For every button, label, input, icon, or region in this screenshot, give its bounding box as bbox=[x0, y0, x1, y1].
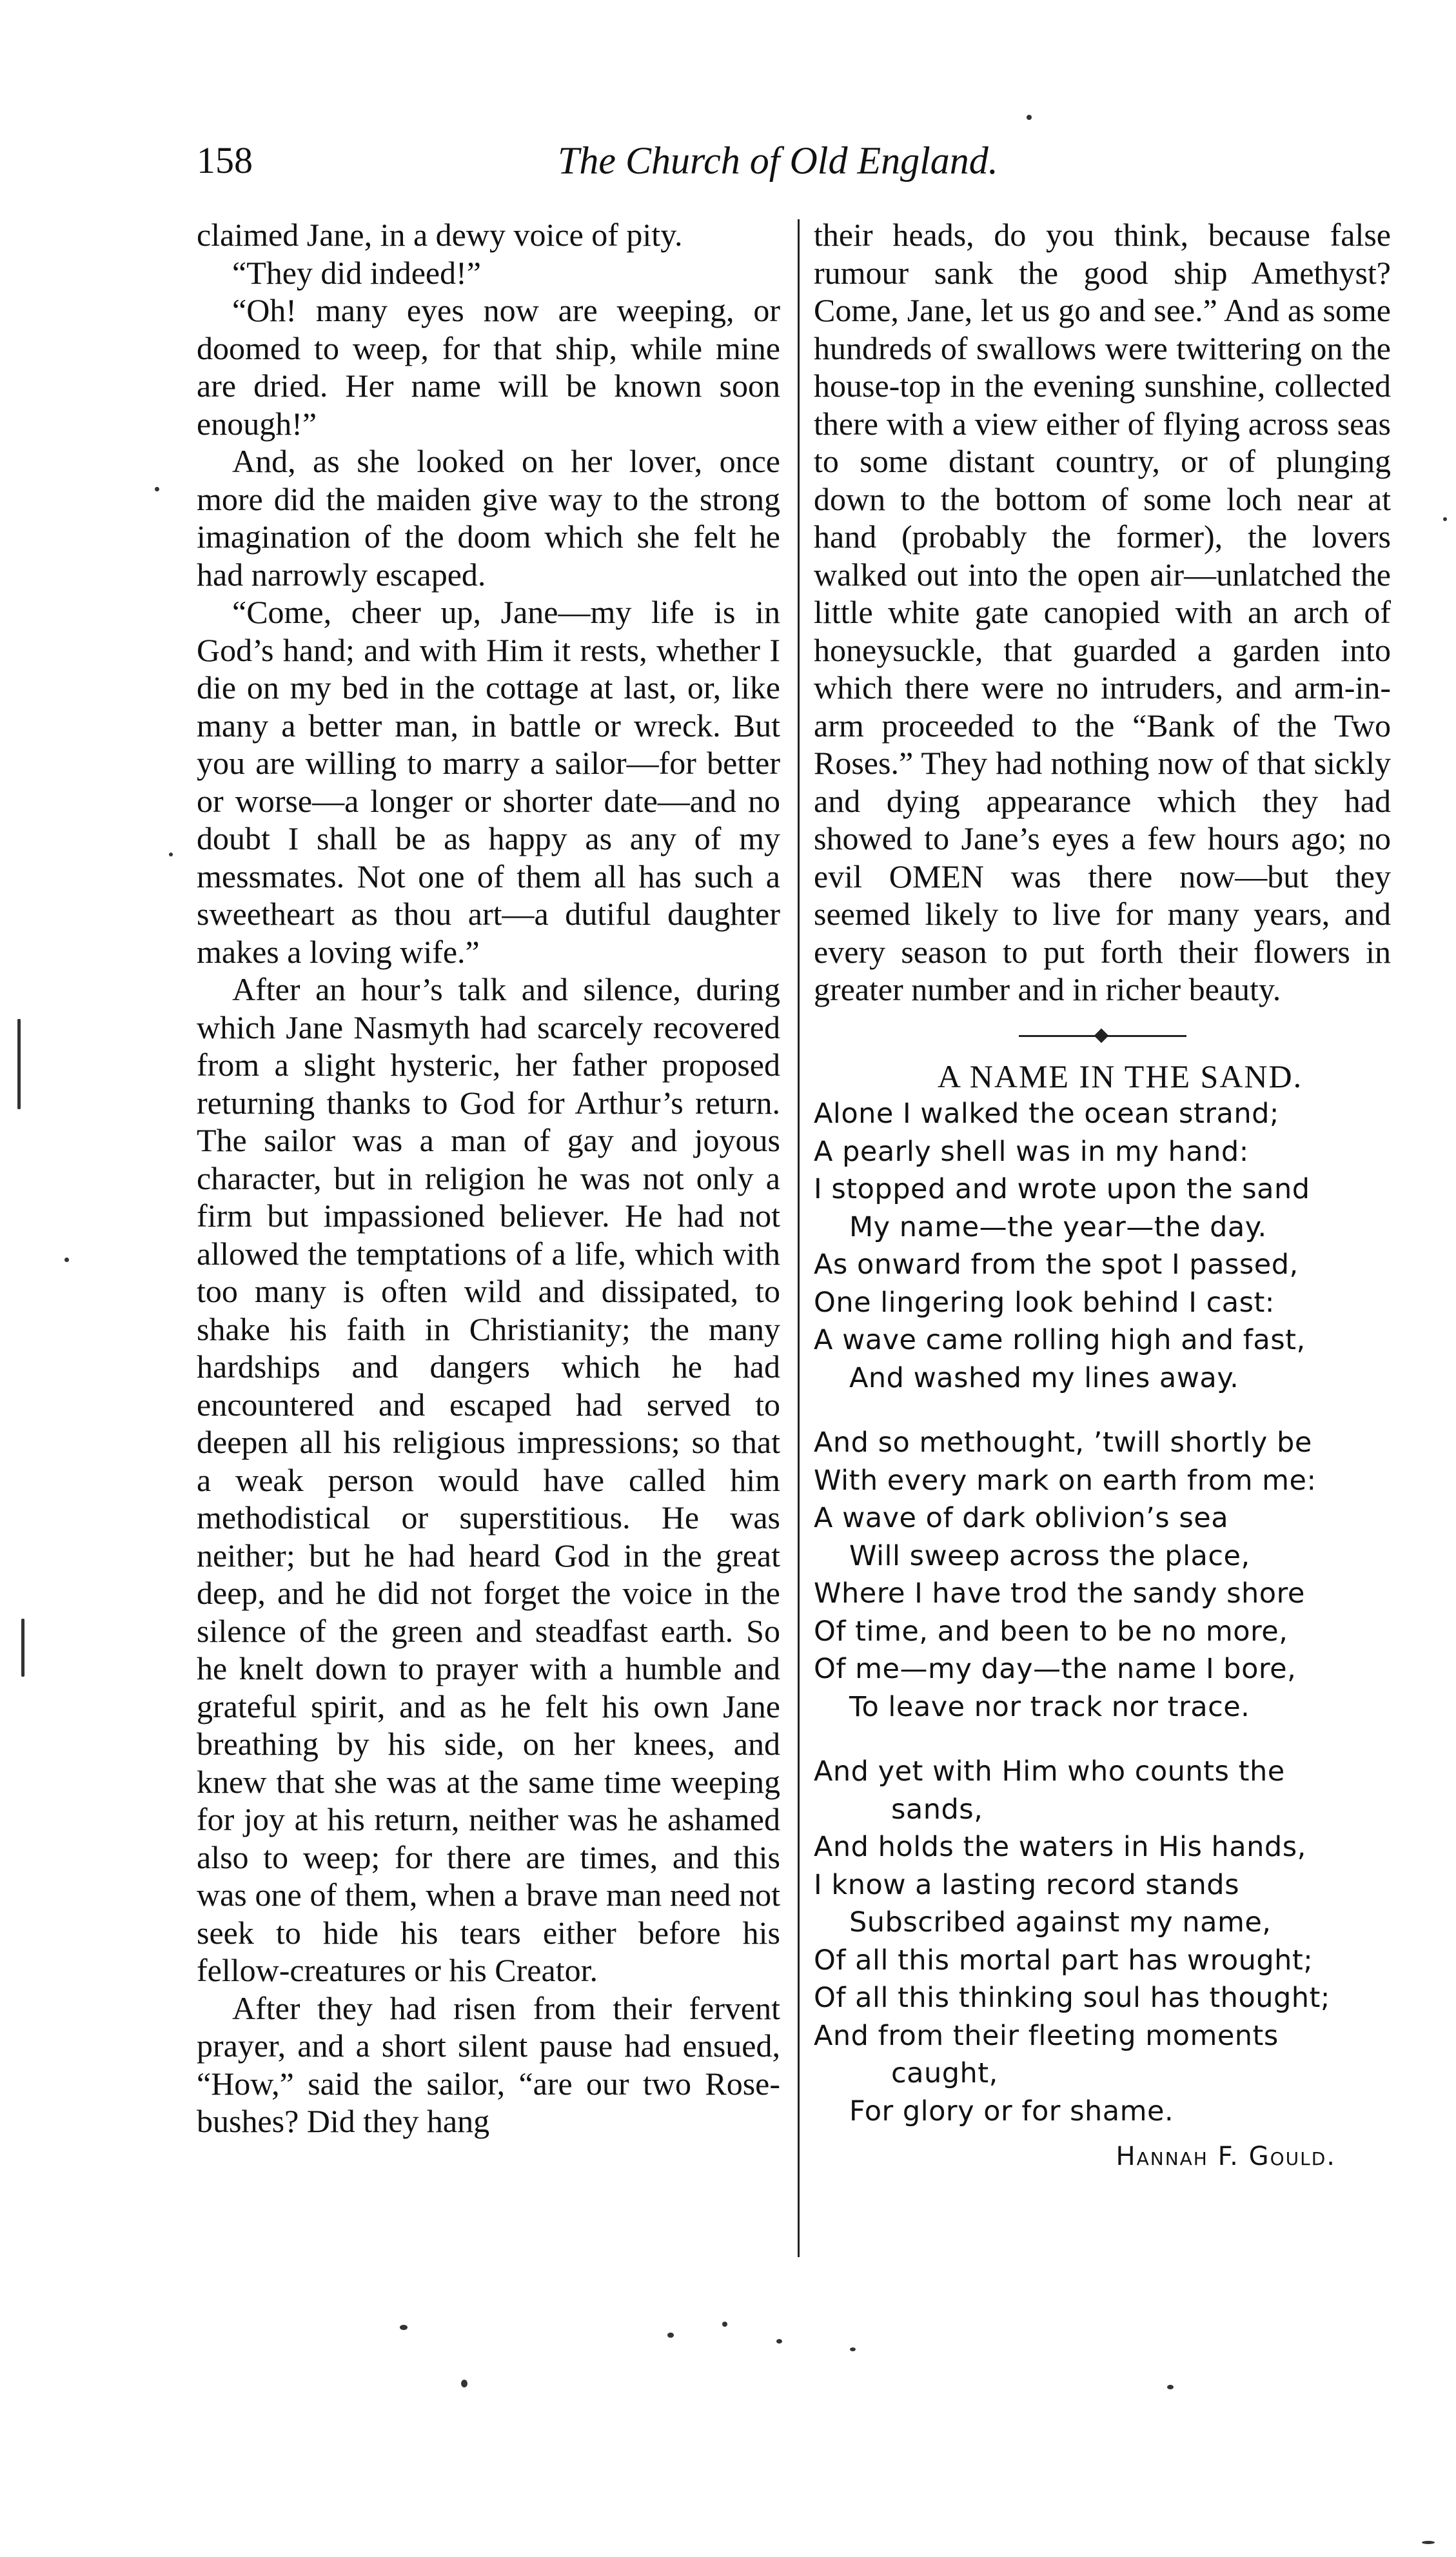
paragraph: After they had risen from their fervent prayer, and a short silent pause had ensued, “How,” said the sailor, “are our two Rose-bushes? Did they hang bbox=[197, 1989, 780, 2139]
scan-speck bbox=[1167, 2385, 1174, 2389]
verse-line: Of me—my day—the name I bore, bbox=[814, 1653, 1297, 1685]
page-number: 158 bbox=[197, 139, 253, 181]
verse-line: A wave of dark oblivion’s sea bbox=[814, 1502, 1229, 1534]
page-header bbox=[197, 139, 1099, 197]
verse-line: Of all this thinking soul has thought; bbox=[814, 1982, 1330, 2014]
paragraph: “Oh! many eyes now are weeping, or doomed to weep, for that ship, while mine are dried. Her name will be known soon enough!” bbox=[197, 292, 780, 442]
paragraph: claimed Jane, in a dewy voice of pity. bbox=[197, 217, 683, 253]
verse-line: Subscribed against my name, bbox=[849, 1906, 1272, 1939]
verse-line: With every mark on earth from me: bbox=[814, 1464, 1317, 1497]
verse-line: And so methought, ’twill shortly be bbox=[814, 1427, 1312, 1459]
verse-line: For glory or for shame. bbox=[849, 2095, 1174, 2128]
scan-speck bbox=[1422, 2541, 1435, 2544]
poem-stanza bbox=[814, 1095, 1391, 1397]
verse-line: And holds the waters in His hands, bbox=[814, 1831, 1306, 1863]
left-column bbox=[197, 216, 780, 2140]
verse-line: Will sweep across the place, bbox=[849, 1539, 1250, 1572]
paragraph: And, as she looked on her lover, once more did the maiden give way to the strong imagination of the doom which she felt he had narrowly escaped. bbox=[197, 443, 780, 593]
scan-speck bbox=[1443, 517, 1447, 521]
right-column bbox=[814, 216, 1391, 2176]
scan-speck bbox=[64, 1258, 69, 1262]
scan-speck bbox=[17, 1019, 21, 1109]
scan-speck bbox=[400, 2325, 408, 2330]
running-head: The Church of Old England. bbox=[558, 139, 998, 182]
paragraph: “Come, cheer up, Jane—my life is in God’s hand; and with Him it rests, whether I die on my bed in the cottage at last, or, like many a better man, in battle or wreck. But you are willing to marry a sailor—for better or worse—a longer or shorter date—and no doubt I shall be as happy as any of my messmates. Not one of them all has such a sweetheart as thou art—a dutiful daughter makes a loving wife.” bbox=[197, 594, 780, 970]
verse-line: A wave came rolling high and fast, bbox=[814, 1324, 1306, 1356]
scan-speck bbox=[155, 487, 159, 491]
verse-line: And washed my lines away. bbox=[849, 1361, 1239, 1394]
scan-speck bbox=[722, 2322, 727, 2327]
scan-speck bbox=[1027, 115, 1032, 120]
column-divider bbox=[798, 219, 800, 2257]
verse-line: My name—the year—the day. bbox=[849, 1210, 1267, 1243]
verse-line: One lingering look behind I cast: bbox=[814, 1286, 1275, 1319]
scan-speck bbox=[776, 2339, 782, 2344]
verse-line: Alone I walked the ocean strand; bbox=[814, 1098, 1279, 1130]
verse-line: caught, bbox=[891, 2057, 998, 2089]
verse-line: And yet with Him who counts the bbox=[814, 1755, 1285, 1788]
scan-speck bbox=[169, 853, 173, 856]
poem-stanza bbox=[814, 1424, 1391, 1726]
verse-line: Where I have trod the sandy shore bbox=[814, 1577, 1305, 1610]
poem-title: A NAME IN THE SAND. bbox=[937, 1058, 1303, 1094]
paragraph: their heads, do you think, because false rumour sank the good ship Amethyst? Come, Jane, let us go and see.” And as some hundreds of swallows were twittering on the house-top in the evening sunshine, collected there with a view either of flying across seas to some distant country, or of plunging down to the bottom of some loch near at hand (probably the former), the lovers walked out into the open air—unlatched the little white gate canopied with an arch of honeysuckle, that guarded a garden into which there were no intruders, and arm-in-arm proceeded to the “Bank of the Two Roses.” They had nothing now of that sickly and dying appearance which they had showed to Jane’s eyes a few hours ago; no evil OMEN was there now—but they seemed likely to live for many years, and every season to put forth their flowers in greater number and in richer beauty. bbox=[814, 217, 1391, 1007]
ornament-diamond-icon bbox=[1094, 1028, 1108, 1043]
scan-speck bbox=[461, 2380, 467, 2387]
paragraph: After an hour’s talk and silence, during which Jane Nasmyth had scarcely recovered from a slight hysteric, her father proposed returning thanks to God for Arthur’s return. The sailor was a man of gay and joyous character, but in religion he was not only a firm but impassioned believer. He had not allowed the temptations of a life, which with too many is often wild and dissipated, to shake his faith in Christianity; the many hardships and dangers which he had encountered and escaped had served to deepen all his religious impressions; so that a weak person would have called him methodistical or superstitious. He was neither; but he had heard God in the great deep, and he did not forget the voice in the silence of the green and steadfast earth. So he knelt down to prayer with a humble and grateful spirit, and as he felt his own Jane breathing by his side, on her knees, and knew that she was at the same time weeping for joy at his return, neither was he ashamed also to weep; for there are times, and this was one of them, when a brave man need not seek to hide his tears either before his fellow-creatures or his Creator. bbox=[197, 971, 780, 1988]
verse-line: And from their fleeting moments bbox=[814, 2019, 1279, 2052]
verse-line: Of all this mortal part has wrought; bbox=[814, 1944, 1313, 1977]
verse-line: Of time, and been to be no more, bbox=[814, 1615, 1288, 1648]
poem-stanza bbox=[814, 1753, 1391, 2130]
paragraph: “They did indeed!” bbox=[232, 254, 481, 291]
scan-speck bbox=[21, 1619, 25, 1677]
scan-speck bbox=[667, 2333, 674, 2338]
section-ornament bbox=[1019, 1028, 1186, 1043]
poem-author: Hannah F. Gould. bbox=[1116, 2142, 1336, 2171]
scan-speck bbox=[850, 2347, 856, 2351]
verse-line: As onward from the spot I passed, bbox=[814, 1249, 1299, 1281]
verse-line: sands, bbox=[891, 1793, 983, 1826]
verse-line: To leave nor track nor trace. bbox=[849, 1690, 1250, 1723]
verse-line: I stopped and wrote upon the sand bbox=[814, 1173, 1310, 1205]
verse-line: A pearly shell was in my hand: bbox=[814, 1135, 1249, 1168]
verse-line: I know a lasting record stands bbox=[814, 1868, 1239, 1901]
